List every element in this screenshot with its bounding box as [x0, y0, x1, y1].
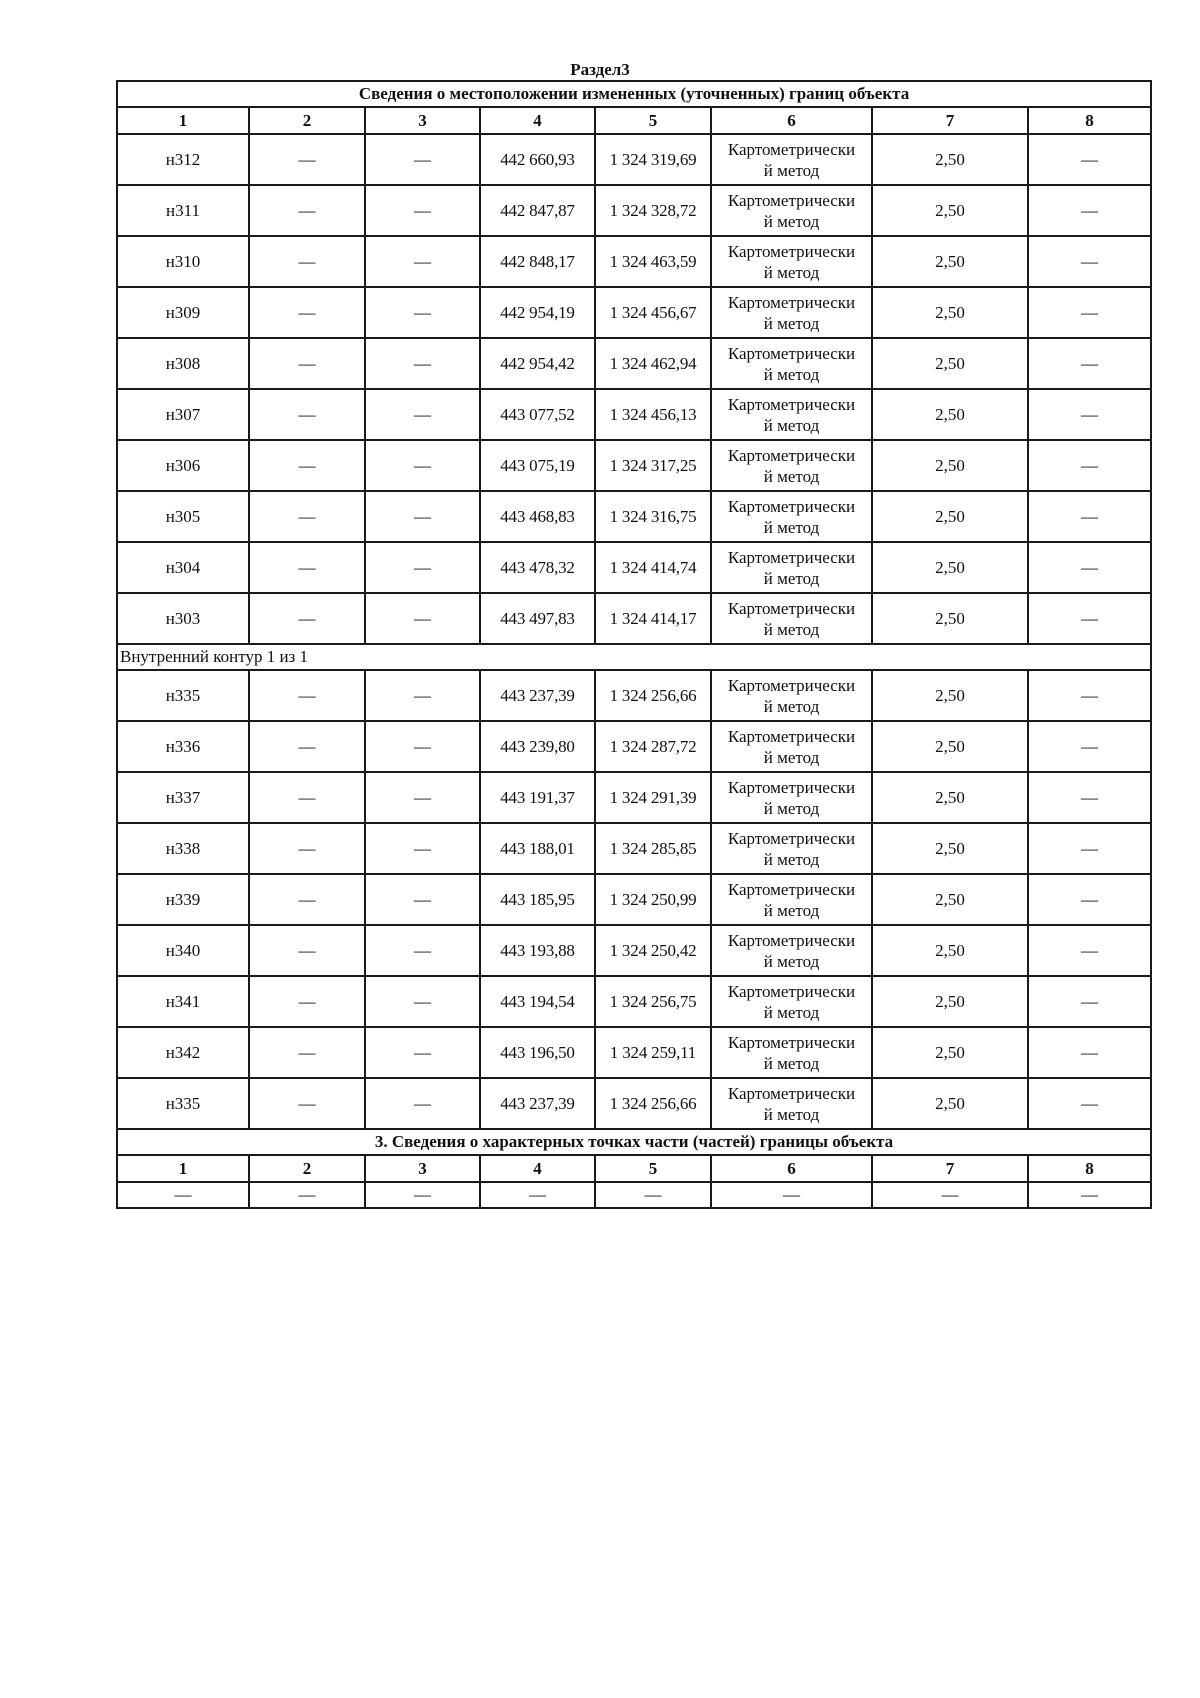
method-line1: Картометрически	[727, 1083, 856, 1103]
contour-row	[117, 644, 1151, 670]
method-cell	[711, 721, 872, 772]
cell-col2: —	[249, 185, 365, 236]
coord-x: 443 077,52	[480, 389, 595, 440]
coord-y: 1 324 317,25	[595, 440, 711, 491]
accuracy: 2,50	[872, 542, 1028, 593]
cell-col8: —	[1028, 721, 1151, 772]
cell-col3: —	[365, 287, 480, 338]
coord-y: 1 324 287,72	[595, 721, 711, 772]
method-cell	[711, 1078, 872, 1129]
coord-x: 443 497,83	[480, 593, 595, 644]
parts-cell: —	[711, 1182, 872, 1208]
cell-col3: —	[365, 721, 480, 772]
cell-col8: —	[1028, 1027, 1151, 1078]
point-name: н310	[117, 236, 249, 287]
method-line1: Картометрически	[727, 1032, 856, 1052]
coord-y: 1 324 291,39	[595, 772, 711, 823]
method-line1: Картометрически	[727, 496, 856, 516]
cell-col2: —	[249, 1078, 365, 1129]
cell-col3: —	[365, 925, 480, 976]
method-line2: й метод	[763, 1104, 820, 1124]
method-line2: й метод	[763, 696, 820, 716]
cell-col3: —	[365, 389, 480, 440]
method-cell	[711, 976, 872, 1027]
accuracy: 2,50	[872, 236, 1028, 287]
method-line1: Картометрически	[727, 547, 856, 567]
cell-col3: —	[365, 772, 480, 823]
point-name: н305	[117, 491, 249, 542]
method-line2: й метод	[763, 364, 820, 384]
method-line1: Картометрически	[727, 598, 856, 618]
accuracy: 2,50	[872, 491, 1028, 542]
parts-cell: —	[480, 1182, 595, 1208]
coord-y: 1 324 259,11	[595, 1027, 711, 1078]
cell-col8: —	[1028, 874, 1151, 925]
coord-y: 1 324 328,72	[595, 185, 711, 236]
accuracy: 2,50	[872, 134, 1028, 185]
parts-cell: —	[249, 1182, 365, 1208]
coord-x: 443 194,54	[480, 976, 595, 1027]
method-line1: Картометрически	[727, 292, 856, 312]
method-line1: Картометрически	[727, 879, 856, 899]
method-line2: й метод	[763, 747, 820, 767]
coord-y: 1 324 256,66	[595, 1078, 711, 1129]
cell-col2: —	[249, 593, 365, 644]
coord-x: 443 185,95	[480, 874, 595, 925]
coord-x: 442 847,87	[480, 185, 595, 236]
parts-empty-row	[117, 1182, 1151, 1208]
method-line1: Картометрически	[727, 930, 856, 950]
coord-x: 443 193,88	[480, 925, 595, 976]
method-line1: Картометрически	[727, 241, 856, 261]
accuracy: 2,50	[872, 1027, 1028, 1078]
cell-col2: —	[249, 925, 365, 976]
point-name: н306	[117, 440, 249, 491]
accuracy: 2,50	[872, 823, 1028, 874]
method-cell	[711, 236, 872, 287]
method-line2: й метод	[763, 313, 820, 333]
cell-col3: —	[365, 874, 480, 925]
method-line1: Картометрически	[727, 675, 856, 695]
cell-col2: —	[249, 1027, 365, 1078]
accuracy: 2,50	[872, 338, 1028, 389]
cell-col2: —	[249, 721, 365, 772]
parts-column-header: 6	[711, 1155, 872, 1182]
cell-col3: —	[365, 491, 480, 542]
table-row	[117, 976, 1151, 1027]
point-name: н337	[117, 772, 249, 823]
method-cell	[711, 925, 872, 976]
cell-col8: —	[1028, 236, 1151, 287]
cell-col3: —	[365, 542, 480, 593]
cell-col8: —	[1028, 338, 1151, 389]
coord-x: 443 478,32	[480, 542, 595, 593]
method-line2: й метод	[763, 568, 820, 588]
cell-col2: —	[249, 287, 365, 338]
method-line1: Картометрически	[727, 981, 856, 1001]
column-header: 1	[117, 107, 249, 134]
method-line1: Картометрически	[727, 445, 856, 465]
parts-column-header: 5	[595, 1155, 711, 1182]
coord-x: 443 188,01	[480, 823, 595, 874]
method-cell	[711, 185, 872, 236]
method-cell	[711, 134, 872, 185]
parts-column-header: 3	[365, 1155, 480, 1182]
table-row	[117, 874, 1151, 925]
cell-col2: —	[249, 134, 365, 185]
cell-col8: —	[1028, 491, 1151, 542]
table-title: Сведения о местоположении измененных (уточненных) границ объекта	[117, 81, 1151, 107]
table-row	[117, 1027, 1151, 1078]
table-row	[117, 134, 1151, 185]
table-row	[117, 338, 1151, 389]
method-cell	[711, 823, 872, 874]
method-cell	[711, 338, 872, 389]
parts-column-header: 7	[872, 1155, 1028, 1182]
cell-col8: —	[1028, 542, 1151, 593]
method-line1: Картометрически	[727, 190, 856, 210]
coord-x: 443 468,83	[480, 491, 595, 542]
parts-title: 3. Сведения о характерных точках части (частей) границы объекта	[117, 1129, 1151, 1155]
cell-col8: —	[1028, 593, 1151, 644]
table-row	[117, 236, 1151, 287]
method-line2: й метод	[763, 466, 820, 486]
cell-col8: —	[1028, 134, 1151, 185]
table-row	[117, 670, 1151, 721]
accuracy: 2,50	[872, 925, 1028, 976]
parts-cell: —	[117, 1182, 249, 1208]
point-name: н336	[117, 721, 249, 772]
method-cell	[711, 670, 872, 721]
contour-label: Внутренний контур 1 из 1	[117, 644, 1151, 670]
table-row	[117, 389, 1151, 440]
coord-y: 1 324 456,13	[595, 389, 711, 440]
method-line2: й метод	[763, 517, 820, 537]
point-name: н307	[117, 389, 249, 440]
coord-x: 443 237,39	[480, 1078, 595, 1129]
coord-y: 1 324 414,17	[595, 593, 711, 644]
method-cell	[711, 440, 872, 491]
cell-col3: —	[365, 823, 480, 874]
cell-col3: —	[365, 440, 480, 491]
method-line1: Картометрически	[727, 726, 856, 746]
accuracy: 2,50	[872, 287, 1028, 338]
parts-column-header: 4	[480, 1155, 595, 1182]
parts-header-row	[117, 1155, 1151, 1182]
accuracy: 2,50	[872, 721, 1028, 772]
cell-col3: —	[365, 670, 480, 721]
cell-col2: —	[249, 976, 365, 1027]
method-line1: Картометрически	[727, 777, 856, 797]
section-title: Раздел3	[570, 60, 630, 79]
cell-col3: —	[365, 976, 480, 1027]
coord-y: 1 324 319,69	[595, 134, 711, 185]
cell-col8: —	[1028, 1078, 1151, 1129]
cell-col2: —	[249, 772, 365, 823]
method-line2: й метод	[763, 849, 820, 869]
parts-cell: —	[365, 1182, 480, 1208]
parts-cell: —	[595, 1182, 711, 1208]
coord-x: 443 075,19	[480, 440, 595, 491]
table-row	[117, 287, 1151, 338]
cell-col8: —	[1028, 287, 1151, 338]
coord-y: 1 324 250,99	[595, 874, 711, 925]
column-header: 3	[365, 107, 480, 134]
point-name: н309	[117, 287, 249, 338]
cell-col2: —	[249, 670, 365, 721]
cell-col3: —	[365, 593, 480, 644]
coord-x: 442 848,17	[480, 236, 595, 287]
column-header: 4	[480, 107, 595, 134]
method-cell	[711, 593, 872, 644]
method-line1: Картометрически	[727, 828, 856, 848]
coord-x: 442 660,93	[480, 134, 595, 185]
cell-col3: —	[365, 134, 480, 185]
coord-y: 1 324 462,94	[595, 338, 711, 389]
coord-x: 443 196,50	[480, 1027, 595, 1078]
point-name: н311	[117, 185, 249, 236]
accuracy: 2,50	[872, 593, 1028, 644]
table-row	[117, 823, 1151, 874]
cell-col8: —	[1028, 670, 1151, 721]
point-name: н339	[117, 874, 249, 925]
method-cell	[711, 287, 872, 338]
point-name: н338	[117, 823, 249, 874]
coord-y: 1 324 463,59	[595, 236, 711, 287]
coord-y: 1 324 250,42	[595, 925, 711, 976]
cell-col3: —	[365, 338, 480, 389]
point-name: н341	[117, 976, 249, 1027]
parts-column-header: 2	[249, 1155, 365, 1182]
cell-col2: —	[249, 874, 365, 925]
cell-col8: —	[1028, 389, 1151, 440]
cell-col2: —	[249, 823, 365, 874]
cell-col2: —	[249, 236, 365, 287]
table-row	[117, 542, 1151, 593]
cell-col8: —	[1028, 440, 1151, 491]
coord-x: 442 954,19	[480, 287, 595, 338]
accuracy: 2,50	[872, 1078, 1028, 1129]
coord-x: 443 239,80	[480, 721, 595, 772]
coord-x: 443 237,39	[480, 670, 595, 721]
point-name: н335	[117, 1078, 249, 1129]
accuracy: 2,50	[872, 670, 1028, 721]
column-header: 5	[595, 107, 711, 134]
method-line2: й метод	[763, 951, 820, 971]
cell-col2: —	[249, 491, 365, 542]
method-cell	[711, 491, 872, 542]
method-line2: й метод	[763, 1053, 820, 1073]
accuracy: 2,50	[872, 874, 1028, 925]
cell-col2: —	[249, 389, 365, 440]
column-header: 2	[249, 107, 365, 134]
point-name: н340	[117, 925, 249, 976]
cell-col8: —	[1028, 976, 1151, 1027]
method-line1: Картометрически	[727, 394, 856, 414]
table-row	[117, 772, 1151, 823]
cell-col2: —	[249, 338, 365, 389]
coord-y: 1 324 285,85	[595, 823, 711, 874]
cell-col3: —	[365, 1078, 480, 1129]
parts-cell: —	[872, 1182, 1028, 1208]
coord-x: 442 954,42	[480, 338, 595, 389]
coord-y: 1 324 316,75	[595, 491, 711, 542]
parts-cell: —	[1028, 1182, 1151, 1208]
coord-y: 1 324 414,74	[595, 542, 711, 593]
cell-col8: —	[1028, 185, 1151, 236]
method-cell	[711, 389, 872, 440]
accuracy: 2,50	[872, 976, 1028, 1027]
method-line2: й метод	[763, 798, 820, 818]
cell-col3: —	[365, 185, 480, 236]
cell-col8: —	[1028, 772, 1151, 823]
accuracy: 2,50	[872, 440, 1028, 491]
method-line2: й метод	[763, 160, 820, 180]
cell-col8: —	[1028, 925, 1151, 976]
method-line2: й метод	[763, 415, 820, 435]
parts-column-header: 1	[117, 1155, 249, 1182]
point-name: н304	[117, 542, 249, 593]
table-row	[117, 721, 1151, 772]
point-name: н335	[117, 670, 249, 721]
coord-y: 1 324 256,66	[595, 670, 711, 721]
table-row	[117, 185, 1151, 236]
method-line2: й метод	[763, 1002, 820, 1022]
cell-col8: —	[1028, 823, 1151, 874]
method-cell	[711, 772, 872, 823]
coord-y: 1 324 456,67	[595, 287, 711, 338]
coord-y: 1 324 256,75	[595, 976, 711, 1027]
method-cell	[711, 874, 872, 925]
point-name: н342	[117, 1027, 249, 1078]
method-line1: Картометрически	[727, 139, 856, 159]
point-name: н312	[117, 134, 249, 185]
column-header: 8	[1028, 107, 1151, 134]
column-header: 7	[872, 107, 1028, 134]
column-header-row	[117, 107, 1151, 134]
table-row	[117, 925, 1151, 976]
method-line2: й метод	[763, 619, 820, 639]
cell-col3: —	[365, 1027, 480, 1078]
cell-col2: —	[249, 440, 365, 491]
cell-col2: —	[249, 542, 365, 593]
column-header: 6	[711, 107, 872, 134]
method-cell	[711, 542, 872, 593]
parts-title-row	[117, 1129, 1151, 1155]
point-name: н303	[117, 593, 249, 644]
table-row	[117, 440, 1151, 491]
table-row	[117, 593, 1151, 644]
table-title-row	[117, 81, 1151, 107]
accuracy: 2,50	[872, 389, 1028, 440]
parts-column-header: 8	[1028, 1155, 1151, 1182]
method-line2: й метод	[763, 900, 820, 920]
accuracy: 2,50	[872, 185, 1028, 236]
boundary-table	[116, 80, 1152, 1209]
coord-x: 443 191,37	[480, 772, 595, 823]
accuracy: 2,50	[872, 772, 1028, 823]
method-line1: Картометрически	[727, 343, 856, 363]
cell-col3: —	[365, 236, 480, 287]
method-cell	[711, 1027, 872, 1078]
table-row	[117, 1078, 1151, 1129]
point-name: н308	[117, 338, 249, 389]
method-line2: й метод	[763, 262, 820, 282]
method-line2: й метод	[763, 211, 820, 231]
table-row	[117, 491, 1151, 542]
